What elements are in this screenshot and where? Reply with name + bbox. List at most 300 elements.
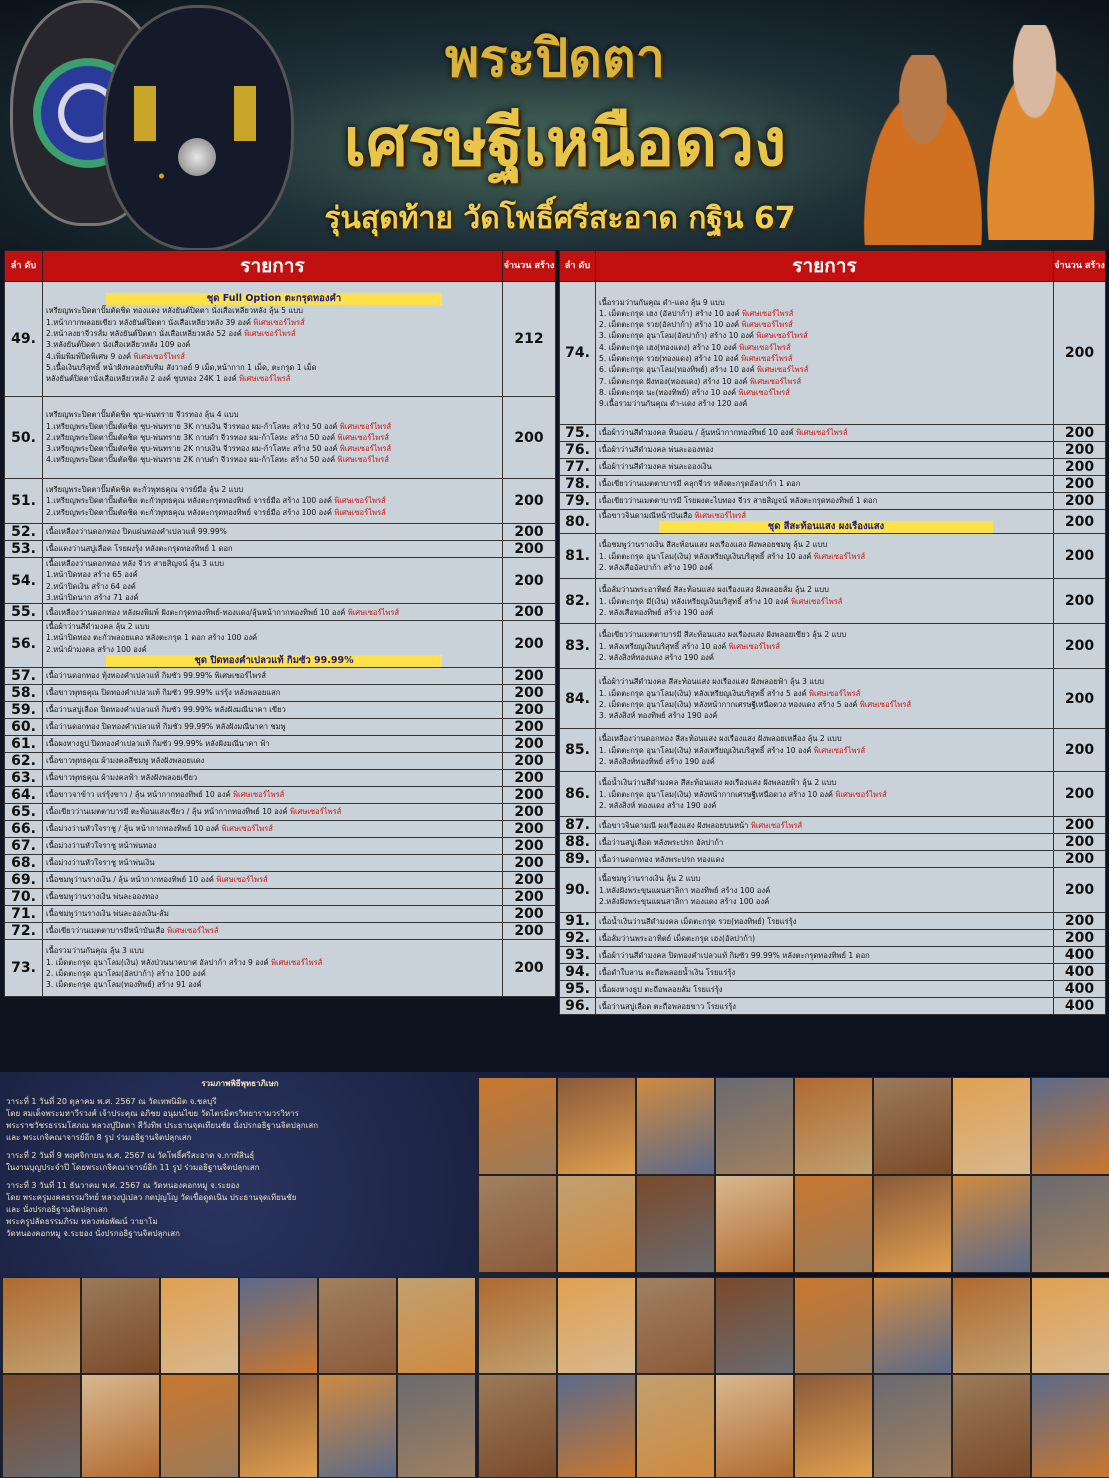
table-row	[5, 604, 556, 621]
monk-photo-1	[848, 55, 998, 245]
description-line	[46, 607, 502, 618]
ceremony-photo	[1031, 1175, 1109, 1273]
row-quantity: 200	[503, 906, 556, 923]
ceremony-line: พระครูปลัดธรรมภิรม หลวงพ่อพัฒน์ วายาโม	[6, 1217, 158, 1226]
table-row	[5, 685, 556, 702]
description-text: 1.หลังฝังพระขุนแผนสาลิกา ทองทิพย์ สร้าง 100 องค์	[599, 885, 771, 895]
description-text: เนื้อชมพูว่านรางเงิน ลุ้น 2 แบบ	[599, 874, 701, 884]
row-quantity: 200	[1054, 459, 1106, 476]
description-text: เนื้อเขียวว่านเมตตาบารมี คลุกจีวร หลังตะกรุดอัลปาก้า 1 ดอก	[599, 479, 801, 489]
description-text: เนื้อแดงว่านสบู่เลือด โรยผงรุ้ง หลังตะกรุดทองทิพย์ 1 ดอก	[46, 544, 233, 554]
description-text: 1.หน้ากากพลอยเขียว หลังยันต์ปิดตา นั่งเสือเหลียวหลัง 39 องค์	[46, 317, 251, 327]
row-description	[596, 476, 1054, 493]
table-row	[5, 479, 556, 524]
row-number: 95.	[560, 981, 596, 998]
description-line	[599, 756, 1053, 767]
special-surprise-label: พิเศษเซอร์ไพรส์	[736, 387, 790, 397]
row-quantity: 200	[503, 821, 556, 838]
row-description	[596, 868, 1054, 913]
ceremony-photo	[715, 1374, 794, 1478]
description-line	[599, 1001, 1053, 1012]
row-quantity: 200	[503, 940, 556, 997]
row-number: 71.	[5, 906, 43, 923]
description-line	[46, 484, 502, 495]
special-surprise-label: พิเศษเซอร์ไพรส์	[811, 745, 866, 755]
description-line	[599, 733, 1053, 744]
row-number: 89.	[560, 851, 596, 868]
description-text: เนื้อผ้าว่านสีดำมงคล สีสะท้อนแสง ผงเรืองแสง ฝังพลอยฟ้า ลุ้น 3 แบบ	[599, 677, 824, 687]
description-text: 2.หน้าลงยาจีวรส้ม หลังยันต์ปิดตา นั่งเสือเหลียวหลัง 52 องค์	[46, 329, 242, 339]
row-number: 83.	[560, 624, 596, 669]
row-quantity: 200	[503, 479, 556, 524]
description-line	[46, 495, 502, 506]
description-text: เนื้อชมพูว่านรางเงิน / ลุ้น หน้ากากทองทิพย์ 10 องค์	[46, 875, 214, 885]
ceremony-photo	[318, 1374, 397, 1478]
description-line	[599, 837, 1053, 848]
description-text: 2.เหรียญพระปิดตาปั๊มตัดชิด ตะกั่วพุทธคุณ หลังตะกรุดทองทิพย์ จารย์มือ สร้าง 100 องค์	[46, 507, 332, 517]
special-surprise-label: พิเศษเซอร์ไพรส์	[739, 320, 793, 330]
description-line	[599, 495, 1053, 506]
row-quantity: 200	[1054, 817, 1106, 834]
title-top: พระปิดตา	[445, 28, 665, 89]
description-line	[599, 364, 1053, 375]
description-line	[599, 297, 1053, 308]
row-description	[43, 889, 503, 906]
description-line	[599, 789, 1053, 800]
ceremony-photo	[397, 1374, 476, 1478]
description-text: เนื้อขาวพุทธคุณ ผ้ามงคลสีชมพู หลังฝังพลอยแดง	[46, 756, 205, 766]
special-surprise-label: พิเศษเซอร์ไพรส์	[219, 824, 273, 834]
special-surprise-label: พิเศษเซอร์ไพรส์	[287, 807, 342, 817]
ceremony-photo	[478, 1374, 557, 1478]
description-text: 5.เนื้อเงินบริสุทธิ์ หน้าฝังพลอยทับทิม สังวาลย์ 9 เม็ด,หน้ากาก 1 เม็ด, ตะกรุด 1 เม็ด	[46, 362, 317, 372]
row-number: 92.	[560, 930, 596, 947]
ceremony-photo	[715, 1175, 794, 1273]
ceremony-photo	[873, 1277, 952, 1374]
table-row	[560, 930, 1106, 947]
description-text: 1. เม็ดตะกรุด อุนาโลม(เงิน) หลังป่วนนาคบาศ อัลปาก้า สร้าง 9 องค์	[46, 957, 269, 967]
row-quantity: 200	[503, 621, 556, 668]
row-description	[43, 282, 503, 397]
row-quantity: 400	[1054, 998, 1106, 1015]
description-line	[46, 339, 502, 350]
description-text: เนื้อส้มว่านพระอาทิตย์ เม็ดตะกรุด เฮง(อัลปาก้า)	[599, 933, 756, 943]
page-title: เศรษฐีเหนือดวง	[343, 103, 787, 181]
row-quantity: 200	[503, 702, 556, 719]
row-description	[596, 817, 1054, 834]
row-quantity: 200	[1054, 868, 1106, 913]
row-quantity: 200	[503, 855, 556, 872]
description-line	[599, 444, 1053, 455]
row-number: 94.	[560, 964, 596, 981]
description-text: 3. เม็ดตะกรุด อุนาโลม(ทองทิพย์) สร้าง 91 องค์	[46, 980, 202, 990]
description-text: 3.เหรียญพระปิดตาปั๊มตัดชิด ชุบ-พ่นทราย 2K กาบเงิน จีวรทอง ผม-ก้าโลหะ สร้าง 50 องค์	[46, 444, 338, 454]
row-number: 79.	[560, 493, 596, 510]
table-row	[5, 736, 556, 753]
ceremony-photo	[81, 1374, 160, 1478]
description-text: 3.หลังยันต์ปิดตา นั่งเสือเหลียวหลัง 109 องค์	[46, 340, 191, 350]
description-line	[599, 641, 1053, 652]
description-text: 1. หลังเหรียญเงินบริสุทธิ์ สร้าง 10 องค์	[599, 641, 727, 651]
description-text: 4.เพิ่มพิมพ์ปิดพิเศษ 9 องค์	[46, 351, 132, 361]
row-number: 59.	[5, 702, 43, 719]
row-description	[43, 804, 503, 821]
description-text: 2. หลังสิงห์ ทองแดง สร้าง 190 องค์	[599, 800, 717, 810]
table-row	[560, 282, 1106, 425]
description-line	[46, 507, 502, 518]
ceremony-photo	[873, 1175, 952, 1273]
ceremony-photo	[873, 1077, 952, 1175]
description-text: เนื้อชมพูว่านรางเงิน พ่นละอองเงิน-ส้ม	[46, 909, 169, 919]
row-description	[43, 787, 503, 804]
description-text: เนื้อขาวพุทธคุณ ปิดทองคำเปลวแท้ กิมซัว 99.99% แร่รุ้ง หลังพลอยแสก	[46, 688, 281, 698]
row-description	[596, 964, 1054, 981]
special-surprise-label: พิเศษเซอร์ไพรส์	[793, 428, 848, 438]
special-surprise-label: พิเศษเซอร์ไพรส์	[811, 551, 866, 561]
row-number: 61.	[5, 736, 43, 753]
description-line	[46, 351, 502, 362]
row-description	[43, 702, 503, 719]
description-line	[599, 353, 1053, 364]
ceremony-line: และ นั่งปรกอธิฐานจิตปลุกเสก	[6, 1205, 108, 1214]
description-line	[599, 551, 1053, 562]
special-surprise-label: พิเศษเซอร์ไพรส์	[164, 926, 219, 936]
section-heading: ชุด Full Option ตะกรุดทองคำ	[106, 293, 442, 305]
description-text: เนื้อน้ำเงินว่านสีดำมงคล เม็ดตะกรุด รวย(ทองทิพย์) โรยแร่รุ้ง	[599, 916, 797, 926]
section-heading: ชุด สีสะท้อนแสง ผงเรืองแสง	[659, 521, 993, 533]
row-description	[596, 425, 1054, 442]
description-line	[46, 891, 502, 902]
description-line	[46, 789, 502, 800]
ceremony-paragraph	[6, 1150, 474, 1174]
table-row	[560, 442, 1106, 459]
ceremony-section	[0, 1072, 1109, 1478]
description-line	[46, 432, 502, 443]
description-line	[46, 558, 502, 569]
row-description	[596, 729, 1054, 772]
ceremony-photo	[557, 1077, 636, 1175]
description-text: เนื้อเหลืองว่านดอกทอง หลังผงพิมพ์ ฝังตะกรุดทองทิพย์-ทองแดง/ลุ้นหน้ากากทองทิพย์ 10 องค์	[46, 607, 346, 617]
row-description	[43, 855, 503, 872]
row-number: 73.	[5, 940, 43, 997]
row-description	[43, 753, 503, 770]
ceremony-title: รวมภาพพิธีพุทธาภิเษก	[201, 1079, 279, 1088]
description-line	[46, 840, 502, 851]
row-quantity: 200	[503, 889, 556, 906]
special-surprise-label: พิเศษเซอร์ไพรส์	[739, 308, 794, 318]
header-banner	[0, 0, 1109, 250]
description-line	[599, 699, 1053, 710]
ceremony-photo	[160, 1374, 239, 1478]
ceremony-photo	[239, 1374, 318, 1478]
row-quantity: 200	[503, 558, 556, 604]
table-row	[560, 534, 1106, 579]
row-quantity: 200	[503, 685, 556, 702]
row-number: 70.	[5, 889, 43, 906]
description-text: 2.หลังฝังพระขุนแผนสาลิกา ทองแดง สร้าง 100 องค์	[599, 896, 770, 906]
ceremony-line: ในงานบุญประจำปี โดยพระเกจิคณาจารย์อีก 11 รูป ร่วมอธิฐานจิตปลุกเสก	[6, 1163, 260, 1172]
row-number: 93.	[560, 947, 596, 964]
description-line	[599, 916, 1053, 927]
special-surprise-label: พิเศษเซอร์ไพรส์	[337, 421, 392, 431]
special-surprise-label: พิเศษเซอร์ไพรส์	[230, 790, 285, 800]
row-description	[596, 772, 1054, 817]
row-quantity: 200	[1054, 669, 1106, 729]
table-row	[560, 579, 1106, 624]
table-row	[5, 621, 556, 668]
row-quantity: 212	[503, 282, 556, 397]
row-description	[43, 736, 503, 753]
table-row	[560, 817, 1106, 834]
row-quantity: 200	[503, 753, 556, 770]
table-row	[560, 947, 1106, 964]
row-quantity: 200	[503, 719, 556, 736]
table-row	[560, 729, 1106, 772]
description-line	[46, 581, 502, 592]
table-row	[5, 282, 556, 397]
row-description	[43, 872, 503, 889]
description-text: หลังยันต์ปิดตานั่งเสือเหลียวหลัง 2 องค์ ชุบทอง 24K 1 องค์	[46, 374, 237, 384]
ceremony-line: วาระที่ 1 วันที่ 20 ตุลาคม พ.ศ. 2567 ณ วัดเทพนิมิต จ.ชลบุรี	[6, 1097, 217, 1106]
item-table-left	[4, 250, 556, 997]
ceremony-photo	[2, 1374, 81, 1478]
description-text: 2.หน้าปิดเงิน สร้าง 64 องค์	[46, 581, 136, 591]
row-description	[596, 930, 1054, 947]
row-quantity: 200	[503, 923, 556, 940]
special-surprise-label: พิเศษเซอร์ไพรส์	[268, 957, 323, 967]
special-surprise-label: พิเศษเซอร์ไพรส์	[832, 789, 887, 799]
row-description	[43, 668, 503, 685]
row-description	[596, 998, 1054, 1015]
row-number: 60.	[5, 719, 43, 736]
ceremony-photo	[81, 1277, 160, 1374]
special-surprise-label: พิเศษเซอร์ไพรส์	[754, 331, 808, 341]
ceremony-photo	[636, 1175, 715, 1273]
description-line	[46, 328, 502, 339]
description-line	[599, 478, 1053, 489]
description-line	[46, 957, 502, 968]
table-row	[560, 998, 1106, 1015]
row-number: 55.	[5, 604, 43, 621]
table-row	[5, 872, 556, 889]
description-line	[46, 317, 502, 328]
description-line	[599, 950, 1053, 961]
row-description	[596, 981, 1054, 998]
description-text: เนื้อเขียวว่านเมตตาบารมี โรยผงตะไบทอง จีวร สายสิญจน์ หลังตะกรุดทองทิพย์ 1 ดอก	[599, 496, 878, 506]
table-row	[5, 838, 556, 855]
special-surprise-label: พิเศษเซอร์ไพรส์	[692, 511, 746, 520]
row-number: 52.	[5, 524, 43, 541]
description-text: 9.เนื้อรวมว่านกันคุณ ดำ-แดง สร้าง 120 องค์	[599, 399, 748, 409]
ceremony-photo	[715, 1077, 794, 1175]
special-surprise-label: พิเศษเซอร์ไพรส์	[738, 354, 793, 363]
description-text: 2. เม็ดตะกรุด รวย(อัลปาก้า) สร้าง 10 องค์	[599, 320, 740, 330]
description-text: เนื้อม่วงว่านหัวใจราชู / ลุ้น หน้ากากทองทิพย์ 10 องค์	[46, 824, 220, 834]
column-header-no: ลำ ดับ	[560, 251, 596, 282]
description-text: 5. เม็ดตะกรุด รวย(ทองแดง) สร้าง 10 องค์	[599, 354, 739, 363]
description-line	[599, 800, 1053, 811]
row-description	[43, 479, 503, 524]
row-quantity: 200	[1054, 476, 1106, 493]
description-line	[599, 777, 1053, 788]
description-text: เนื้อม่วงว่านหัวใจราชู หน้าพ่นเงิน	[46, 858, 155, 868]
column-header-qty: จำนวน สร้าง	[1054, 251, 1106, 282]
description-line	[599, 461, 1053, 472]
description-text: 1.เหรียญพระปิดตาปั๊มตัดชิด ชุบ-พ่นทราย 3K กาบเงิน จีวรทอง ผม-ก้าโลหะ สร้าง 50 องค์	[46, 421, 338, 431]
description-line	[46, 421, 502, 432]
description-text: เนื้อผ้าว่านสีดำมงคล หินอ่อน / ลุ้นหน้ากากทองทิพย์ 10 องค์	[599, 428, 794, 438]
description-line	[46, 543, 502, 554]
ceremony-paragraph	[6, 1180, 474, 1240]
row-number: 65.	[5, 804, 43, 821]
description-text: 1.เหรียญพระปิดตาปั๊มตัดชิด ตะกั่วพุทธคุณ หลังตะกรุดทองทิพย์ จารย์มือ สร้าง 100 องค์	[46, 496, 332, 506]
row-description	[596, 913, 1054, 930]
description-text: 6. เม็ดตะกรุด อุนาโลม(ทองทิพย์) สร้าง 10 องค์	[599, 365, 755, 375]
description-text: 1.หน้าปิดทอง สร้าง 65 องค์	[46, 570, 138, 580]
description-line	[46, 979, 502, 990]
row-quantity: 200	[503, 770, 556, 787]
description-text: 2. หลังเสืออัลปาก้า สร้าง 190 องค์	[599, 562, 713, 572]
row-quantity: 200	[1054, 282, 1106, 425]
ceremony-photo	[478, 1277, 557, 1374]
row-number: 66.	[5, 821, 43, 838]
row-number: 74.	[560, 282, 596, 425]
description-text: เนื้อชมพูว่านรางเงิน สีสะท้อนแสง ผงเรืองแสง ฝังพลอยชมพู ลุ้น 2 แบบ	[599, 540, 828, 550]
description-line	[599, 330, 1053, 341]
description-line	[46, 592, 502, 603]
description-text: 1. เม็ดตะกรุด อุนาโลม(เงิน) หลังเหรียญเงินบริสุทธิ์ สร้าง 10 องค์	[599, 745, 812, 755]
description-line	[46, 704, 502, 715]
row-quantity: 400	[1054, 964, 1106, 981]
description-text: เนื้อว่านสบู่เลือด ตะถือพลอยขาว โรยแร่รุ้ง	[599, 1001, 737, 1011]
special-surprise-label: พิเศษเซอร์ไพรส์	[736, 342, 791, 352]
table-row	[5, 821, 556, 838]
row-number: 64.	[5, 787, 43, 804]
special-surprise-label: พิเศษเซอร์ไพรส์	[241, 329, 296, 339]
description-line	[599, 984, 1053, 995]
row-quantity: 200	[1054, 493, 1106, 510]
ceremony-line: และ พระเกจิคณาจารย์อีก 8 รูป ร่วมอธิฐานจิตปลุกเสก	[6, 1133, 192, 1142]
description-line	[46, 823, 502, 834]
description-text: 2. หลังสิงห์ทองทิพย์ สร้าง 190 องค์	[599, 756, 715, 766]
description-line	[46, 632, 502, 643]
row-description	[596, 669, 1054, 729]
description-line	[46, 908, 502, 919]
description-line	[599, 873, 1053, 884]
special-surprise-label: พิเศษเซอร์ไพรส์	[748, 820, 803, 830]
description-line	[599, 584, 1053, 595]
row-quantity: 200	[1054, 913, 1106, 930]
row-quantity: 200	[503, 524, 556, 541]
description-line	[46, 738, 502, 749]
description-text: 2. หลังสิงห์ทองแดง สร้าง 190 องค์	[599, 652, 714, 662]
description-text: เนื้อเหลืองว่านดอกทอง หลัง จีวร สายสิญจน์ ลุ้น 3 แบบ	[46, 559, 224, 568]
row-description	[596, 442, 1054, 459]
description-line	[46, 857, 502, 868]
table-row	[5, 770, 556, 787]
row-number: 50.	[5, 397, 43, 479]
row-number: 87.	[560, 817, 596, 834]
row-number: 68.	[5, 855, 43, 872]
ceremony-line: วาระที่ 3 วันที่ 11 ธันวาคม พ.ศ. 2567 ณ วัดหนองคอกหมู จ.ระยอง	[6, 1181, 240, 1190]
table-row	[560, 981, 1106, 998]
description-text: 3.หน้าปิดนาก สร้าง 71 องค์	[46, 592, 139, 602]
row-number: 53.	[5, 541, 43, 558]
row-description	[596, 282, 1054, 425]
description-text: 1. เม็ดตะกรุด อุนาโลม(เงิน) หลังเหรียญเงินบริสุทธิ์ สร้าง 10 องค์	[599, 551, 812, 561]
ceremony-photo	[478, 1077, 557, 1175]
row-number: 81.	[560, 534, 596, 579]
description-line	[599, 820, 1053, 831]
special-surprise-label: พิเศษเซอร์ไพรส์	[726, 641, 781, 651]
row-quantity: 200	[503, 787, 556, 804]
row-quantity: 200	[1054, 579, 1106, 624]
row-number: 51.	[5, 479, 43, 524]
description-text: เนื้อน้ำเงินว่านสีดำมงคล สีสะท้อนแสง ผงเรืองแสง ฝังพลอยฟ้า ลุ้น 2 แบบ	[599, 778, 837, 788]
description-text: 8. เม็ดตะกรุด นะ(ทองทิพย์) สร้าง 10 องค์	[599, 387, 737, 397]
description-text: เนื้อดำใบลาน ตะถือพลอยน้ำเงิน โรยแร่รุ้ง	[599, 967, 736, 977]
description-text: เนื้อรวมว่านกันคุณ ลุ้น 3 แบบ	[46, 946, 144, 956]
ceremony-paragraph	[6, 1096, 474, 1144]
table-row	[560, 459, 1106, 476]
row-description	[43, 524, 503, 541]
table-row	[560, 851, 1106, 868]
description-text: เนื้อเขียวว่านเมตตาบารมี สีสะท้อนแสง ผงเรืองแสง ฝังพลอยเขียว ลุ้น 2 แบบ	[599, 630, 847, 640]
row-quantity: 200	[503, 872, 556, 889]
table-row	[5, 702, 556, 719]
description-line	[46, 373, 502, 384]
ceremony-photo	[794, 1277, 873, 1374]
row-number: 67.	[5, 838, 43, 855]
row-number: 75.	[560, 425, 596, 442]
row-description	[43, 923, 503, 940]
description-line	[599, 745, 1053, 756]
special-surprise-label: พิเศษเซอร์ไพรส์	[747, 376, 802, 386]
description-text: เนื้อส้มว่านพระอาทิตย์ สีสะท้อนแสง ผงเรืองแสง ฝังพลอยส้ม ลุ้น 2 แบบ	[599, 585, 829, 595]
ceremony-line: โดย พระครูมงคลธรรมวิทย์ หลวงปู่เปลว กตปุญโญ วัดเขื่อดูดเนิน ประธานจุดเทียนชัย	[6, 1193, 297, 1202]
row-description	[43, 838, 503, 855]
description-text: เนื้อชมพูว่านรางเงิน พ่นละอองทอง	[46, 892, 159, 902]
description-line	[46, 806, 502, 817]
row-description	[596, 851, 1054, 868]
ceremony-photo	[557, 1277, 636, 1374]
description-line	[599, 376, 1053, 387]
ceremony-photo	[160, 1277, 239, 1374]
special-surprise-label: พิเศษเซอร์ไพรส์	[236, 374, 291, 384]
description-line	[599, 596, 1053, 607]
ceremony-text	[6, 1078, 474, 1240]
table-row	[5, 558, 556, 604]
description-line	[599, 688, 1053, 699]
ceremony-photo	[1031, 1374, 1109, 1478]
description-text: 2.เหรียญพระปิดตาปั๊มตัดชิด ชุบ-พ่นทราย 3K กาบดำ จีวรทอง ผม-ก้าโลหะ สร้าง 50 องค์	[46, 432, 336, 442]
row-description	[596, 459, 1054, 476]
row-description	[43, 621, 503, 668]
ceremony-line: วาระที่ 2 วันที่ 9 พฤศจิกายน พ.ศ. 2567 ณ วัดโพธิ์ศรีสะอาด จ.กาฬสินธุ์	[6, 1151, 255, 1160]
description-text: 1. เม็ดตะกรุด อุนาโลม(เงิน) หลังเหรียญเงินบริสุทธิ์ สร้าง 5 องค์	[599, 688, 807, 698]
description-text: 2. หลังเสือทองทิพย์ สร้าง 190 องค์	[599, 607, 714, 617]
description-line	[599, 607, 1053, 618]
description-line	[599, 562, 1053, 573]
description-text: 3. เม็ดตะกรุด อุนาโลม(อัลปาก้า) สร้าง 10 องค์	[599, 331, 755, 341]
description-line	[599, 510, 1053, 521]
table-row	[5, 906, 556, 923]
monk-photo-2	[985, 25, 1109, 240]
description-line	[599, 398, 1053, 409]
table-row	[5, 541, 556, 558]
table-row	[560, 964, 1106, 981]
table-row	[5, 719, 556, 736]
